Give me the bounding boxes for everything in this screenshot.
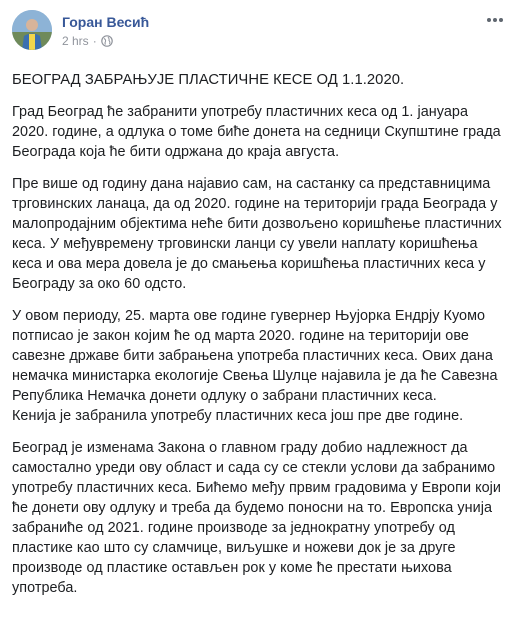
post-paragraph-3: У овом периоду, 25. марта ове године гувернер Њујорка Ендрју Куомо потписао је закон којим ће од марта 2020. године на територији ове савезне државе бити забрањена употреба пластичних кеса. Ових дана немачка министарка екологије Свења Шулце најавила је да ће Савезна Република Немачка донети одлуку о забрани пластичних кеса. Кенија је забранила употребу пластичних кеса још пре две године. [12, 308, 498, 424]
post-timestamp[interactable]: 2 hrs [62, 34, 89, 48]
author-avatar[interactable] [12, 10, 52, 50]
post-paragraph-2: Пре више од годину дана најавио сам, на састанку са представницима трговинских ланаца, да од 2020. године на територији града Београда у малопродајним објектима неће бити дозвољено коришћење пластичних кеса. У међувремену трговински ланци су увели наплату коришћења кеса и ова мера довела је до смањења коришћења пластичних кеса у Београду за око 60 одсто. [12, 176, 502, 292]
post-meta [62, 10, 149, 49]
post-subline [62, 33, 149, 49]
author-name[interactable]: Горан Весић [62, 14, 150, 30]
post-body [12, 70, 507, 598]
meta-separator: · [92, 34, 97, 48]
post-paragraph-1: Град Београд ће забранити употребу пластичних кеса од 1. јануара 2020. године, а одлука о томе биће донета на седници Скупштине града Београда која ће бити одржана до краја августа. [12, 104, 501, 160]
post-paragraph-4: Београд је изменама Закона о главном граду добио надлежност да самостално уреди ову област и сада су се стекли услови да забранимо употребу пластичних кеса. Бићемо међу првим градовима у Европи који ће донети ову одлуку и треба да будемо поносни на то. Европска унија забраниће од 2021. године производе за једнократну употребу од пластике као што су сламчице, виљушке и ножеви док је за друге производе од пластике остављен рок у коме ће престати њихова употреба. [12, 440, 501, 596]
post-title: БЕОГРАД ЗАБРАЊУЈЕ ПЛАСТИЧНЕ КЕСЕ ОД 1.1.2020. [12, 72, 405, 88]
globe-icon[interactable] [101, 35, 113, 47]
more-options-icon[interactable] [485, 12, 505, 28]
post-header [12, 10, 507, 60]
